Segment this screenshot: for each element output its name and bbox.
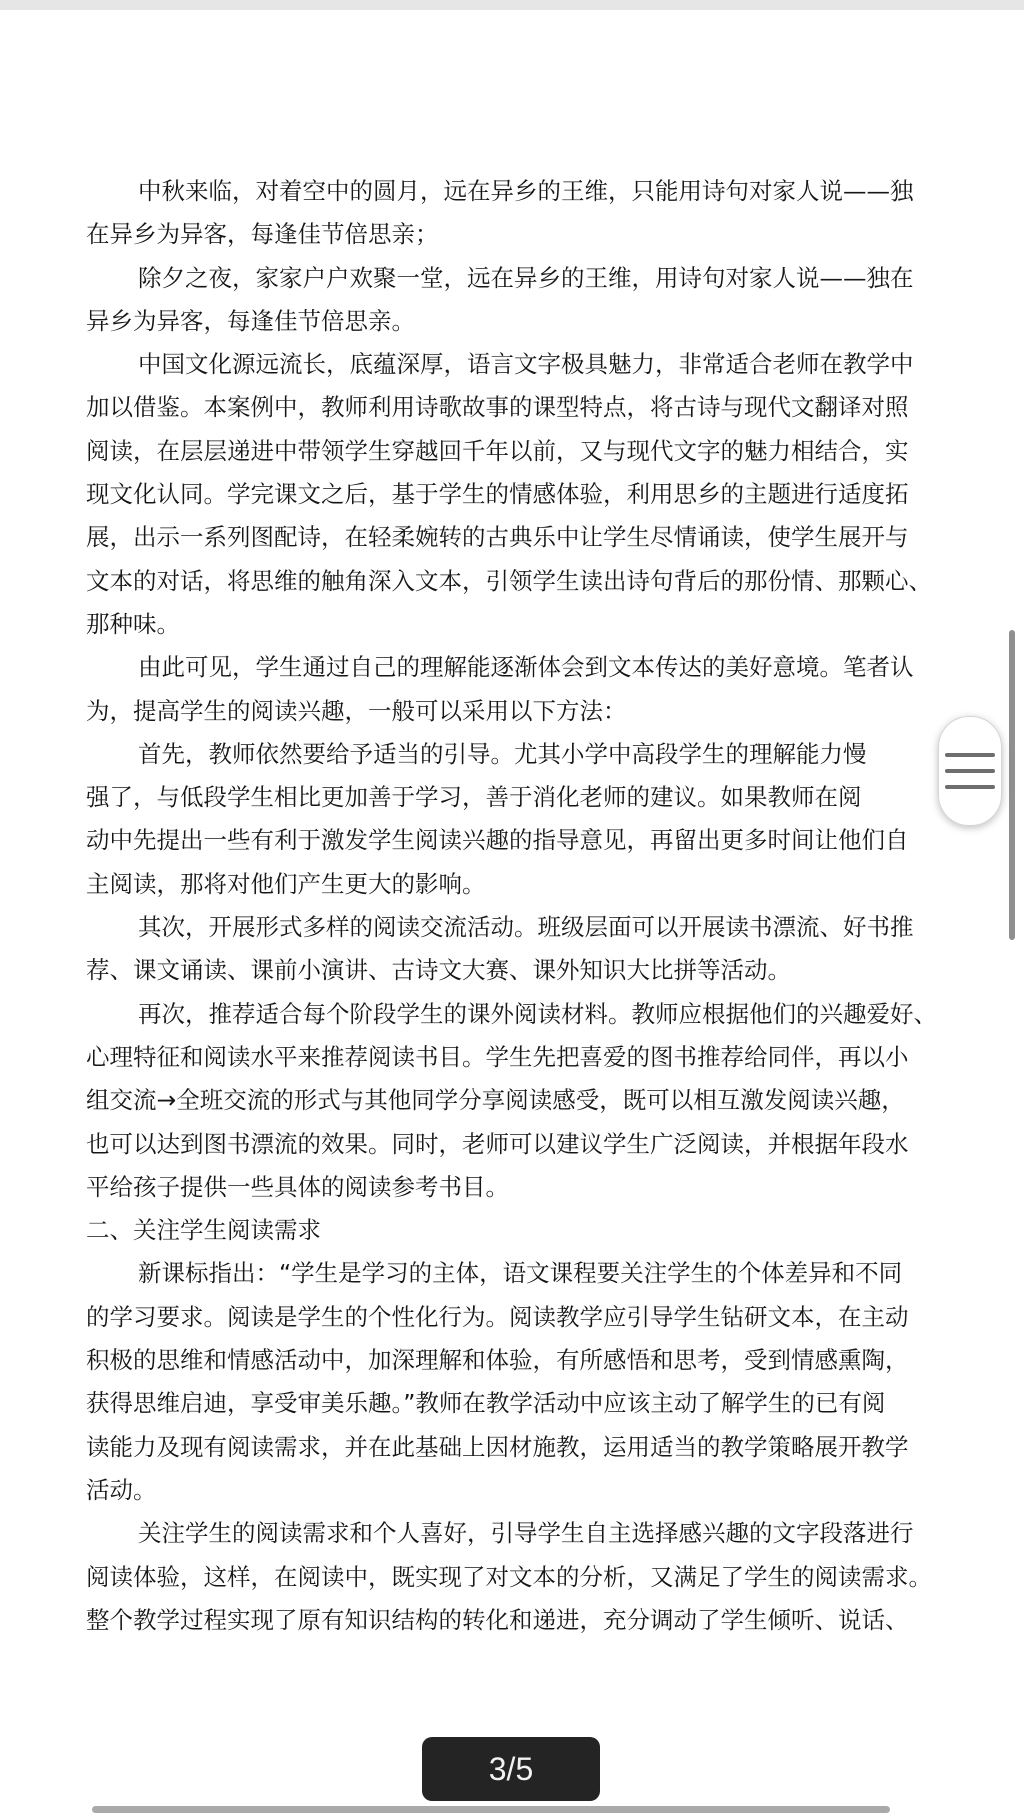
paragraph: [86, 1252, 986, 1512]
paragraph: [86, 733, 986, 906]
text-line-content: 由此可见，学生通过自己的理解能逐渐体会到文本传达的美好意境。笔者认: [138, 653, 914, 682]
text-line: [86, 170, 986, 213]
text-line: 荐、课文诵读、课前小演讲、古诗文大赛、课外知识大比拼等活动。: [86, 956, 791, 985]
fast-scroll-handle[interactable]: [938, 716, 1002, 826]
vertical-scrollbar[interactable]: [1009, 630, 1015, 940]
text-line: 组交流→全班交流的形式与其他同学分享阅读感受，既可以相互激发阅读兴趣，: [86, 1086, 905, 1115]
text-line: 也可以达到图书漂流的效果。同时，老师可以建议学生广泛阅读，并根据年段水: [86, 1129, 909, 1158]
menu-lines-icon: [945, 750, 995, 792]
text-line: 读能力及现有阅读需求，并在此基础上因材施教，运用适当的教学策略展开教学: [86, 1432, 909, 1461]
paragraph: [86, 646, 986, 733]
paragraph: [86, 170, 986, 257]
section-heading: 二、关注学生阅读需求: [86, 1216, 321, 1245]
text-line: 活动。: [86, 1475, 157, 1504]
text-line: [86, 993, 986, 1036]
text-line: 主阅读，那将对他们产生更大的影响。: [86, 869, 486, 898]
paragraph: [86, 906, 986, 993]
text-line: [86, 343, 986, 386]
text-line: 心理特征和阅读水平来推荐阅读书目。学生先把喜爱的图书推荐给同伴，再以小: [86, 1042, 909, 1071]
text-line-content: 再次，推荐适合每个阶段学生的课外阅读材料。教师应根据他们的兴趣爱好、: [138, 999, 937, 1028]
text-line: 阅读，在层层递进中带领学生穿越回千年以前，又与现代文字的魅力相结合，实: [86, 436, 909, 465]
text-line: 整个教学过程实现了原有知识结构的转化和递进，充分调动了学生倾听、说话、: [86, 1605, 909, 1634]
text-line: 现文化认同。学完课文之后，基于学生的情感体验，利用思乡的主题进行适度拓: [86, 480, 909, 509]
horizontal-scrollbar[interactable]: [92, 1806, 890, 1813]
text-line: 文本的对话，将思维的触角深入文本，引领学生读出诗句背后的那份情、那颗心、: [86, 566, 932, 595]
paragraph: [86, 343, 986, 646]
top-status-bar: [0, 0, 1024, 10]
text-line-content: 首先，教师依然要给予适当的引导。尤其小学中高段学生的理解能力慢: [138, 739, 867, 768]
document-page: [86, 170, 986, 1642]
text-line: 展，出示一系列图配诗，在轻柔婉转的古典乐中让学生尽情诵读，使学生展开与: [86, 523, 909, 552]
paragraph: [86, 257, 986, 344]
text-line-content: 关注学生的阅读需求和个人喜好，引导学生自主选择感兴趣的文字段落进行: [138, 1519, 914, 1548]
text-line: [86, 733, 986, 776]
paragraph: [86, 993, 986, 1209]
text-line: [86, 1252, 986, 1295]
text-line-content: 新课标指出：“学生是学习的主体，语文课程要关注学生的个体差异和不同: [138, 1259, 903, 1288]
text-line: 异乡为异客，每逢佳节倍思亲。: [86, 306, 415, 335]
text-line: 在异乡为异客，每逢佳节倍思亲；: [86, 220, 439, 249]
page-indicator: [422, 1737, 600, 1801]
text-line: 加以借鉴。本案例中，教师利用诗歌故事的课型特点，将古诗与现代文翻译对照: [86, 393, 909, 422]
text-line: 强了，与低段学生相比更加善于学习，善于消化老师的建议。如果教师在阅: [86, 783, 862, 812]
text-line: 阅读体验，这样，在阅读中，既实现了对文本的分析，又满足了学生的阅读需求。: [86, 1562, 932, 1591]
page-indicator-label: 3/5: [488, 1750, 534, 1787]
text-line: 积极的思维和情感活动中，加深理解和体验，有所感悟和思考，受到情感熏陶，: [86, 1346, 909, 1375]
paragraph: [86, 1512, 986, 1642]
text-line: [86, 1512, 986, 1555]
text-line-content: 除夕之夜，家家户户欢聚一堂，远在异乡的王维，用诗句对家人说——独在: [138, 263, 914, 292]
text-line-content: 其次，开展形式多样的阅读交流活动。班级层面可以开展读书漂流、好书推: [138, 913, 914, 942]
text-line: [86, 257, 986, 300]
text-line: 动中先提出一些有利于激发学生阅读兴趣的指导意见，再留出更多时间让他们自: [86, 826, 909, 855]
text-line: [86, 646, 986, 689]
text-line-content: 中秋来临，对着空中的圆月，远在异乡的王维，只能用诗句对家人说——独: [138, 177, 914, 205]
text-line: [86, 906, 986, 949]
text-line: 获得思维启迪，享受审美乐趣。”教师在教学活动中应该主动了解学生的已有阅: [86, 1389, 886, 1418]
text-line: 的学习要求。阅读是学生的个性化行为。阅读教学应引导学生钻研文本，在主动: [86, 1302, 909, 1331]
text-line: 平给孩子提供一些具体的阅读参考书目。: [86, 1172, 509, 1201]
text-line: 为，提高学生的阅读兴趣，一般可以采用以下方法：: [86, 696, 627, 725]
text-line: 那种味。: [86, 609, 180, 638]
text-line-content: 中国文化源远流长，底蕴深厚，语言文字极具魅力，非常适合老师在教学中: [138, 350, 914, 379]
